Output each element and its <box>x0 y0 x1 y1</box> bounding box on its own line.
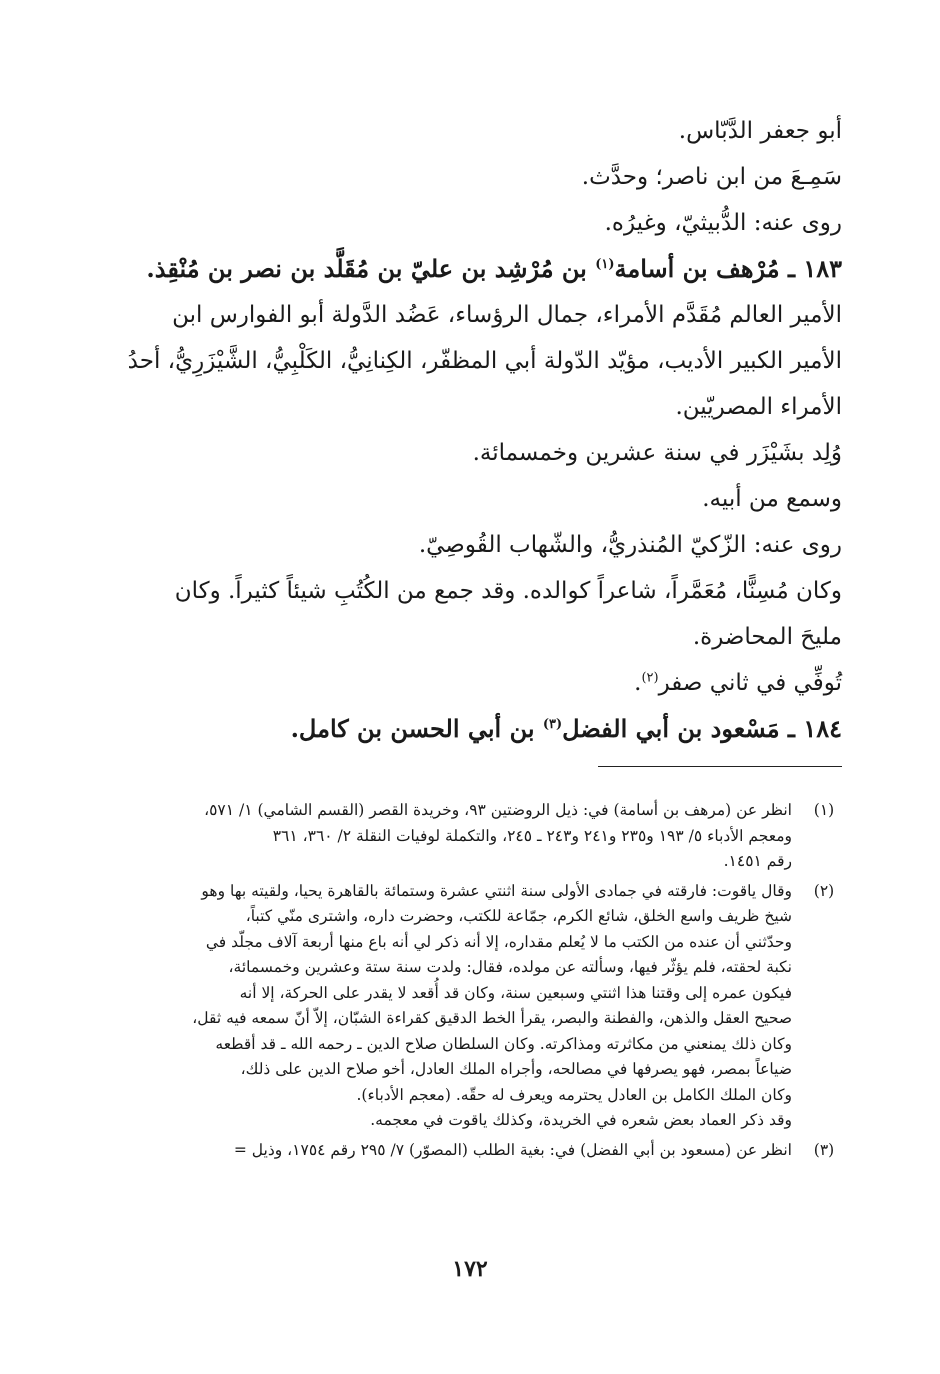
footnote-divider <box>598 766 842 767</box>
text-line: روى عنه: الزّكيّ المُنذريُّ، والشّهاب القُوصِيّ. <box>418 532 842 558</box>
page-number: ١٧٢ <box>452 1256 488 1282</box>
footnote-line: ومعجم الأدباء ٥/ ١٩٣ و٢٣٥ و٢٤١ و٢٤٣ ـ ٢٤٥، والتكملة لوفيات النقلة ٢/ ٣٦٠، ٣٦١ <box>272 826 792 845</box>
footnote-line: وقال ياقوت: فارقته في جمادى الأولى سنة اثنتي عشرة وستمائة بالقاهرة يحيا، ولقيته بها وهو <box>201 881 792 900</box>
text-line: مليحَ المحاضرة. <box>692 624 842 650</box>
text-line: أبو جعفر الدَّبّاس. <box>678 118 842 144</box>
footnote-line: وكان الملك الكامل بن العادل يحترمه ويعرف له حقّه. (معجم الأدباء). <box>356 1085 792 1104</box>
entry-heading-text: ١٨٤ ـ مَسْعود بن أبي الفضل <box>562 714 842 743</box>
footnote-2 <box>94 879 846 1134</box>
death-line <box>92 660 842 706</box>
footnote-line: فيكون عمره إلى وقتنا هذا اثنتي وسبعين سنة، وكان قد أُقعد لا يقدر على الحركة، إلا أنه <box>239 983 792 1002</box>
entry-heading-text: بن مُرْشِد بن عليّ بن مُقَلَّد بن نصر بن مُنْقِذ. <box>146 254 596 283</box>
text-line: وسمع من أبيه. <box>702 486 842 512</box>
footnote-number: (١) <box>813 801 835 819</box>
footnote-number: (٣) <box>813 1140 835 1159</box>
entry-heading-text: ١٨٣ ـ مُرْهف بن أسامة <box>614 254 842 283</box>
footnote-ref: (٢) <box>641 670 659 686</box>
text-line: وكان مُسِنًّا، مُعَمَّراً، شاعراً كوالده. وقد جمع من الكُتُبِ شيئاً كثيراً. وكان <box>174 578 842 604</box>
footnote-line: وحدّثني أن عنده من الكتب ما لا يُعلم مقداره، إلا أنه ذكر لي أنه باع منها أربعة آلاف مجلّد في <box>205 932 792 951</box>
text-line: سَمِـعَ من ابن ناصر؛ وحدَّث. <box>581 164 842 190</box>
footnote-line: وكان ذلك يمنعني من مكاثرته ومذاكرته. وكان السلطان صلاح الدين ـ رحمه الله ـ قد أقطعه <box>215 1034 792 1053</box>
entry-heading-text: بن أبي الحسن بن كامل. <box>290 714 543 743</box>
text-line: وُلِد بشَيْزَر في سنة عشرين وخمسمائة. <box>472 440 842 466</box>
death-text: تُوفِّي في ثاني صفر <box>658 670 842 696</box>
footnote-line: وقد ذكر العماد بعض شعره في الخريدة، وكذلك ياقوت في معجمه. <box>370 1111 792 1129</box>
footnote-ref: (٣) <box>542 717 563 732</box>
footnote-line: رقم ١٤٥١. <box>723 852 792 870</box>
main-text <box>92 108 842 752</box>
footnotes <box>94 798 846 1167</box>
footnote-ref: (١) <box>595 257 615 272</box>
entry-heading-183 <box>92 246 842 292</box>
footnote-line: شيخ ظريف واسع الخلق، شائع الكرم، جمّاعة للكتب، وحضرت داره، واشترى منّي كتباً، <box>245 907 792 925</box>
text-line: الأمراء المصريّين. <box>675 394 842 420</box>
footnote-line: انظر عن (مسعود بن أبي الفضل) في: بغية الطلب (المصوّر) ٧/ ٢٩٥ رقم ١٧٥٤، وذيل = <box>233 1140 792 1159</box>
footnote-line: ضياعاً بمصر، فهو يصرفها في مصالحه، وأجراه الملك العادل، أخو صلاح الدين على ذلك، <box>240 1060 792 1078</box>
footnote-line: انظر عن (مرهف بن أسامة) في: ذيل الروضتين ٩٣، وخريدة القصر (القسم الشامي) ١/ ٥٧١، <box>204 801 792 819</box>
death-text-end: . <box>634 670 642 696</box>
footnote-number: (٢) <box>813 881 835 900</box>
footnote-3 <box>94 1138 846 1164</box>
text-line: الأمير الكبير الأديب، مؤيّد الدّولة أبي المظفّر، الكِنانِيُّ، الكَلْبِيُّ، الشَّيْزَرِيُّ، أحدُ <box>127 348 842 374</box>
footnote-line: صحيح العقل والذهن، والفطنة والبصر، يقرأ الخط الدقيق كقراءة الشبّان، إلاّ أنّ سمعه فيه ثقل، <box>192 1009 792 1027</box>
footnote-1 <box>94 798 846 875</box>
text-line: روى عنه: الدُّبيثيّ، وغيرُه. <box>604 210 842 236</box>
entry-heading-184 <box>92 706 842 752</box>
text-line: الأمير العالم مُقَدَّم الأمراء، جمال الرؤساء، عَضُد الدَّولة أبو الفوارس ابن <box>172 302 842 328</box>
footnote-line: نكبة لحقته، فلم يؤثّر فيها، وسألته عن مولده، فقال: ولدت سنة ستة وعشرين وخمسمائة، <box>228 958 792 976</box>
